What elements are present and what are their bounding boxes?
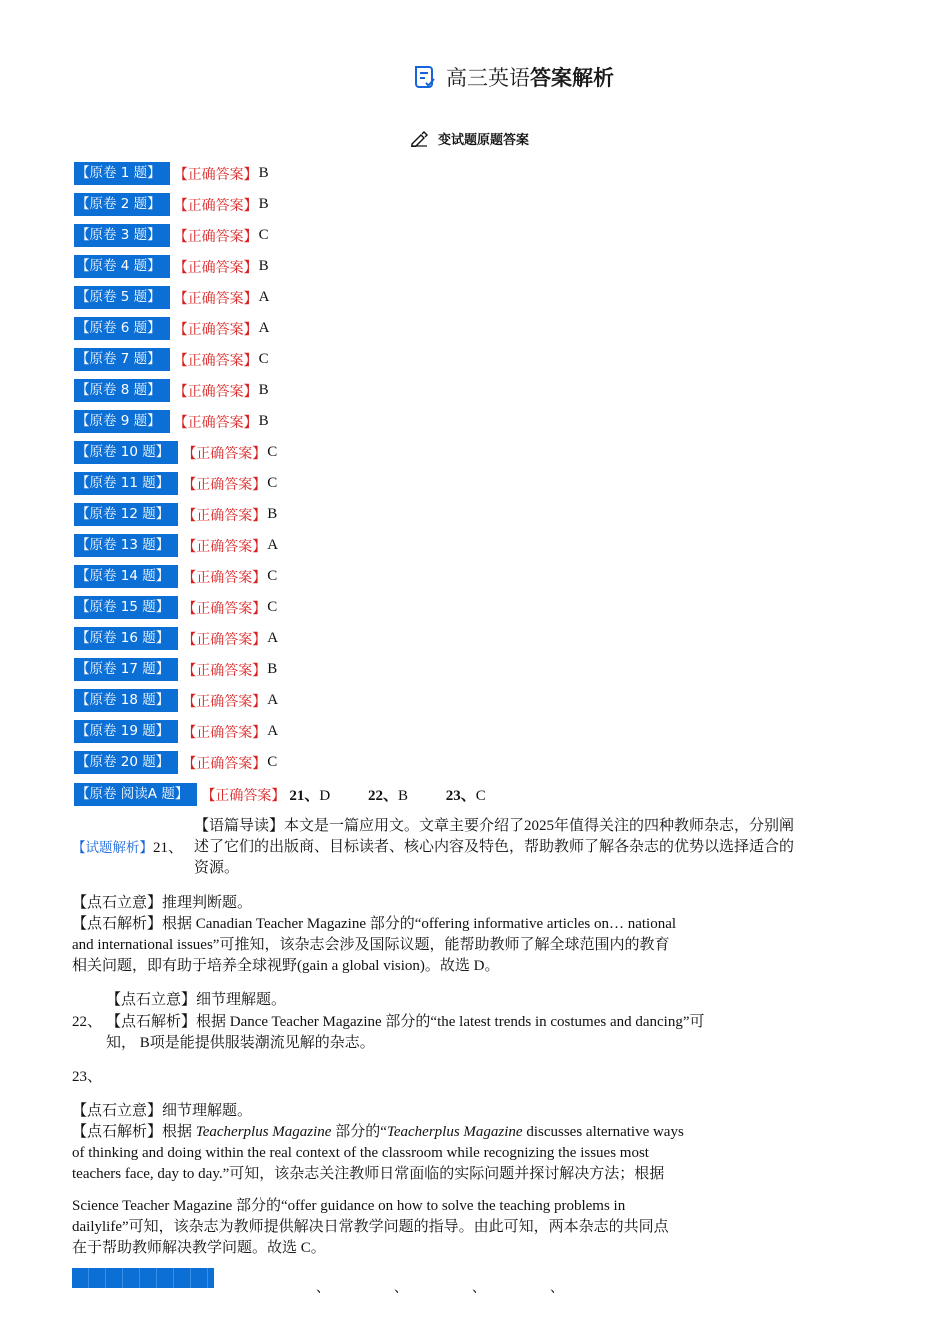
trailing-mark: 、 (394, 1280, 408, 1296)
question-tag: 【原卷 8 题】 (72, 379, 170, 402)
analysis-label-line: 【试题解析】21、 (72, 840, 184, 856)
answer-label: 【正确答案】 (173, 383, 258, 400)
answer-label: 【正确答案】 (173, 414, 258, 431)
page-title: 高三英语答案解析 (446, 66, 614, 90)
question-tag: 【原卷 19 题】 (72, 720, 178, 743)
question-tag: 【原卷 12 题】 (72, 503, 178, 526)
analysis-label: 【试题解析】 (72, 840, 153, 856)
question-tag: 【原卷 11 题】 (72, 472, 178, 495)
answer-value: B (258, 413, 269, 429)
answer-row (72, 317, 270, 340)
question-tag: 【原卷 阅读A 题】 (72, 783, 197, 806)
question-tag: 【原卷 15 题】 (72, 596, 178, 619)
q23-analysis: 【点石立意】细节理解题。 【点石解析】根据 Teacherplus Magazine 部分的“Teacherplus Magazine discusses alternative ways of thinking and doing within the real context of the classroom while recognizing the issues most teachers face, day to day.”可知，该杂志关注教师日常面临的实际问题并探讨解决方法；根据 (72, 1103, 684, 1182)
answer-row (72, 255, 269, 278)
answer-value: B (258, 196, 269, 212)
question-tag: 【原卷 2 题】 (72, 193, 170, 216)
answer-value: C (267, 568, 278, 584)
answer-value: A (267, 537, 279, 553)
answer-row (72, 689, 278, 712)
trailing-mark: 、 (316, 1280, 330, 1296)
answer-row (72, 534, 278, 557)
answer-value: B (258, 258, 269, 274)
answer-row (72, 286, 270, 309)
trailing-mark: 、 (550, 1280, 564, 1296)
answer-value: C (267, 475, 278, 491)
answer-value: A (267, 692, 279, 708)
answer-label: 【正确答案】 (182, 693, 267, 710)
q22-analysis: 【点石解析】根据 Dance Teacher Magazine 部分的“the latest trends in costumes and dancing”可 知， B项是能提供服装潮流见解的杂志。 (106, 1014, 705, 1051)
answer-value: C (258, 227, 269, 243)
answer-value: B (258, 382, 269, 398)
answer-label: 【正确答案】 (182, 631, 267, 648)
question-tag: 【原卷 6 题】 (72, 317, 170, 340)
answer-row (72, 565, 277, 588)
question-tag: 【原卷 5 题】 (72, 286, 170, 309)
question-tag: 【原卷 20 题】 (72, 751, 178, 774)
q22-intent: 【点石立意】细节理解题。 (106, 992, 287, 1008)
question-tag: 【原卷 10 题】 (72, 441, 178, 464)
passage-guide: 【语篇导读】本文是一篇应用文。文章主要介绍了2025年值得关注的四种教师杂志，分别阐 述了它们的出版商、目标读者、核心内容及特色，帮助教师了解各杂志的优势以选择适合的 资源。 (194, 818, 795, 876)
answer-row (72, 751, 277, 774)
answer-label: 【正确答案】 (182, 569, 267, 586)
answer-label: 【正确答案】 (182, 724, 267, 741)
answer-value: A (267, 723, 279, 739)
answer-label: 【正确答案】 (173, 228, 258, 245)
answer-label: 【正确答案】 (173, 352, 258, 369)
answer-label: 【正确答案】 (201, 787, 286, 804)
answer-row (72, 658, 277, 681)
next-question-tag-partial (72, 1268, 214, 1288)
answer-row (72, 503, 277, 526)
question-tag: 【原卷 14 题】 (72, 565, 178, 588)
answer-row (72, 472, 277, 495)
answer-value: B (267, 506, 278, 522)
answer-row (72, 596, 277, 619)
answer-sheet-icon (412, 64, 438, 90)
answer-label: 【正确答案】 (182, 507, 267, 524)
answer-row (72, 162, 269, 185)
answer-value: C (267, 444, 278, 460)
answer-row (72, 627, 278, 650)
answer-row (72, 348, 269, 371)
answer-row (72, 224, 269, 247)
answer-label: 【正确答案】 (182, 476, 267, 493)
answer-row (72, 379, 269, 402)
question-tag: 【原卷 17 题】 (72, 658, 178, 681)
reading-a-row (72, 783, 520, 806)
answer-row (72, 720, 278, 743)
answer-value: C (267, 754, 278, 770)
answer-label: 【正确答案】 (173, 166, 258, 183)
answer-value: A (258, 320, 270, 336)
q23-analysis-cont: Science Teacher Magazine 部分的“offer guidance on how to solve the teaching problems in dailylife”可知，该杂志为教师提供解决日常教学问题的指导。由此可知，两本杂志的共同点 在于帮助教师解决教学问题。故选 C。 (72, 1198, 669, 1256)
question-tag: 【原卷 3 题】 (72, 224, 170, 247)
answer-row (72, 193, 269, 216)
answer-label: 【正确答案】 (173, 290, 258, 307)
question-tag: 【原卷 16 题】 (72, 627, 178, 650)
page-header (412, 62, 614, 92)
answer-value: B (258, 165, 269, 181)
question-tag: 【原卷 7 题】 (72, 348, 170, 371)
answer-value: A (258, 289, 270, 305)
answer-value: C (258, 351, 269, 367)
answer-label: 【正确答案】 (182, 538, 267, 555)
q21-analysis: 【点石立意】推理判断题。 【点石解析】根据 Canadian Teacher Magazine 部分的“offering informative articles on… national and international issues”可推知，该杂志会涉及国际议题，能帮助教师了解全球范围内的教育 相关问题，即有助于培养全球视野(gain a global vision)。故选 D。 (72, 895, 677, 974)
answer-value: C (267, 599, 278, 615)
answer-label: 【正确答案】 (182, 445, 267, 462)
answer-row (72, 441, 277, 464)
question-tag: 【原卷 13 题】 (72, 534, 178, 557)
answer-row (72, 410, 269, 433)
answer-label: 【正确答案】 (182, 755, 267, 772)
reading-answers: 21、D 22、B 23、C (289, 788, 486, 804)
question-tag: 【原卷 9 题】 (72, 410, 170, 433)
answer-label: 【正确答案】 (173, 259, 258, 276)
pencil-icon (410, 131, 428, 147)
question-tag: 【原卷 4 题】 (72, 255, 170, 278)
question-tag: 【原卷 1 题】 (72, 162, 170, 185)
q23-number: 23、 (72, 1069, 103, 1085)
answer-label: 【正确答案】 (173, 197, 258, 214)
answer-label: 【正确答案】 (173, 321, 258, 338)
trailing-mark: 、 (472, 1280, 486, 1296)
q22-number: 22、 (72, 1014, 103, 1030)
question-tag: 【原卷 18 题】 (72, 689, 178, 712)
answer-value: A (267, 630, 279, 646)
answer-label: 【正确答案】 (182, 662, 267, 679)
section-subtitle: 变试题原题答案 (410, 129, 529, 148)
answer-label: 【正确答案】 (182, 600, 267, 617)
answer-value: B (267, 661, 278, 677)
